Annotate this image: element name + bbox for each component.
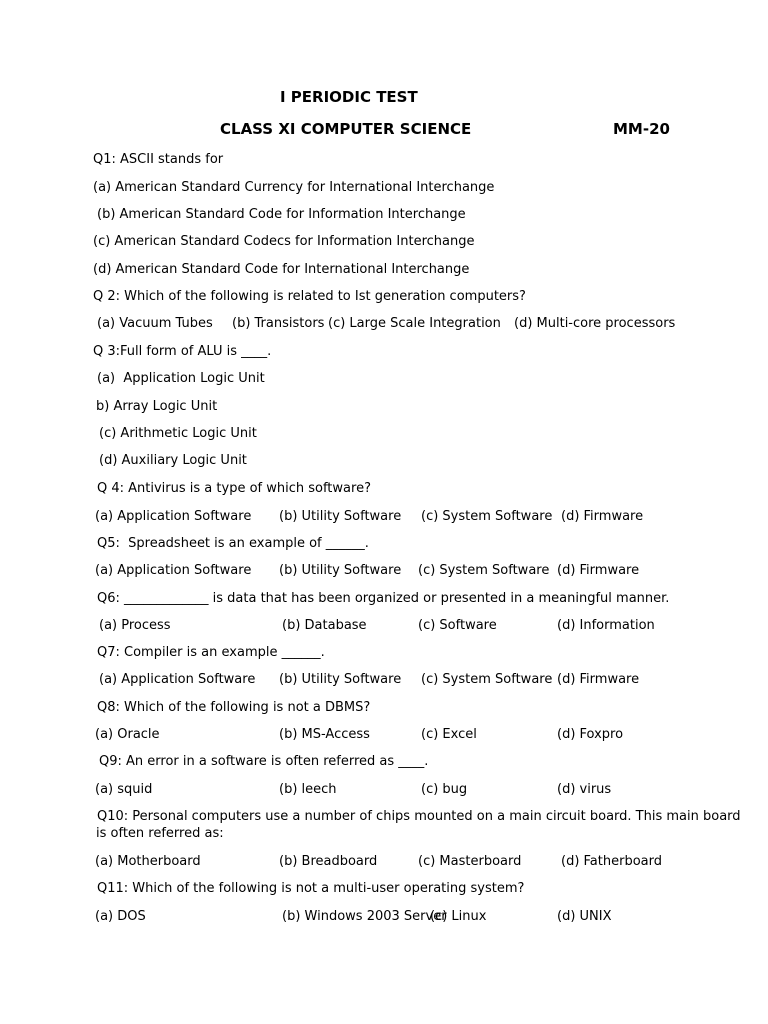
q9-option-d: (d) virus: [557, 782, 612, 797]
q4-option-c: (c) System Software: [421, 509, 553, 524]
question-2: Q 2: Which of the following is related to Ist generation computers?: [93, 289, 526, 304]
q8-option-b: (b) MS-Access: [279, 727, 370, 742]
q3-option-d: (d) Auxiliary Logic Unit: [99, 453, 247, 468]
q7-option-a: (a) Application Software: [99, 672, 256, 687]
q10-option-c: (c) Masterboard: [418, 854, 522, 869]
q1-option-b: (b) American Standard Code for Information Interchange: [97, 207, 466, 222]
q10-option-b: (b) Breadboard: [279, 854, 378, 869]
q3-option-c: (c) Arithmetic Logic Unit: [99, 426, 257, 441]
q2-option-c: (c) Large Scale Integration: [328, 316, 501, 331]
q8-option-d: (d) Foxpro: [557, 727, 624, 742]
q6-option-d: (d) Information: [557, 618, 655, 633]
q7-option-d: (d) Firmware: [557, 672, 640, 687]
max-marks: MM-20: [613, 120, 670, 138]
q7-option-c: (c) System Software: [421, 672, 553, 687]
q6-option-c: (c) Software: [418, 618, 497, 633]
q2-option-b: (b) Transistors: [232, 316, 325, 331]
q10-option-d: (d) Fatherboard: [561, 854, 662, 869]
question-6: Q6: _____________ is data that has been organized or presented in a meaningful manner.: [97, 591, 670, 606]
q4-option-a: (a) Application Software: [95, 509, 252, 524]
question-7: Q7: Compiler is an example ______.: [97, 645, 325, 660]
q9-option-c: (c) bug: [421, 782, 468, 797]
q1-option-a: (a) American Standard Currency for International Interchange: [93, 180, 495, 195]
q5-option-a: (a) Application Software: [95, 563, 252, 578]
q6-option-a: (a) Process: [99, 618, 171, 633]
q9-option-b: (b) leech: [279, 782, 337, 797]
page-title: I PERIODIC TEST: [280, 88, 418, 106]
question-1: Q1: ASCII stands for: [93, 152, 224, 167]
question-5: Q5: Spreadsheet is an example of ______.: [97, 536, 369, 551]
q6-option-b: (b) Database: [282, 618, 367, 633]
q2-option-d: (d) Multi-core processors: [514, 316, 676, 331]
q11-option-a: (a) DOS: [95, 909, 146, 924]
question-4: Q 4: Antivirus is a type of which software?: [97, 481, 371, 496]
question-3: Q 3:Full form of ALU is ____.: [93, 344, 272, 359]
question-8: Q8: Which of the following is not a DBMS?: [97, 700, 371, 715]
q2-option-a: (a) Vacuum Tubes: [97, 316, 213, 331]
question-11: Q11: Which of the following is not a multi-user operating system?: [97, 881, 525, 896]
q9-option-a: (a) squid: [95, 782, 153, 797]
q11-option-b: (b) Windows 2003 Server: [282, 909, 447, 924]
q4-option-b: (b) Utility Software: [279, 509, 402, 524]
q8-option-c: (c) Excel: [421, 727, 477, 742]
q8-option-a: (a) Oracle: [95, 727, 160, 742]
q7-option-b: (b) Utility Software: [279, 672, 402, 687]
q11-option-d: (d) UNIX: [557, 909, 612, 924]
q5-option-c: (c) System Software: [418, 563, 550, 578]
question-9: Q9: An error in a software is often referred as ____.: [99, 754, 429, 769]
q3-option-a: (a) Application Logic Unit: [97, 371, 265, 386]
q3-option-b: b) Array Logic Unit: [96, 399, 218, 414]
q5-option-d: (d) Firmware: [557, 563, 640, 578]
q4-option-d: (d) Firmware: [561, 509, 644, 524]
q11-option-c: (c) Linux: [430, 909, 487, 924]
q1-option-d: (d) American Standard Code for International Interchange: [93, 262, 470, 277]
q10-option-a: (a) Motherboard: [95, 854, 201, 869]
q5-option-b: (b) Utility Software: [279, 563, 402, 578]
question-10-line-2: is often referred as:: [96, 826, 224, 841]
question-10-line-1: Q10: Personal computers use a number of chips mounted on a main circuit board. This main board: [97, 809, 741, 824]
q1-option-c: (c) American Standard Codecs for Information Interchange: [93, 234, 475, 249]
class-heading: CLASS XI COMPUTER SCIENCE: [220, 120, 472, 138]
